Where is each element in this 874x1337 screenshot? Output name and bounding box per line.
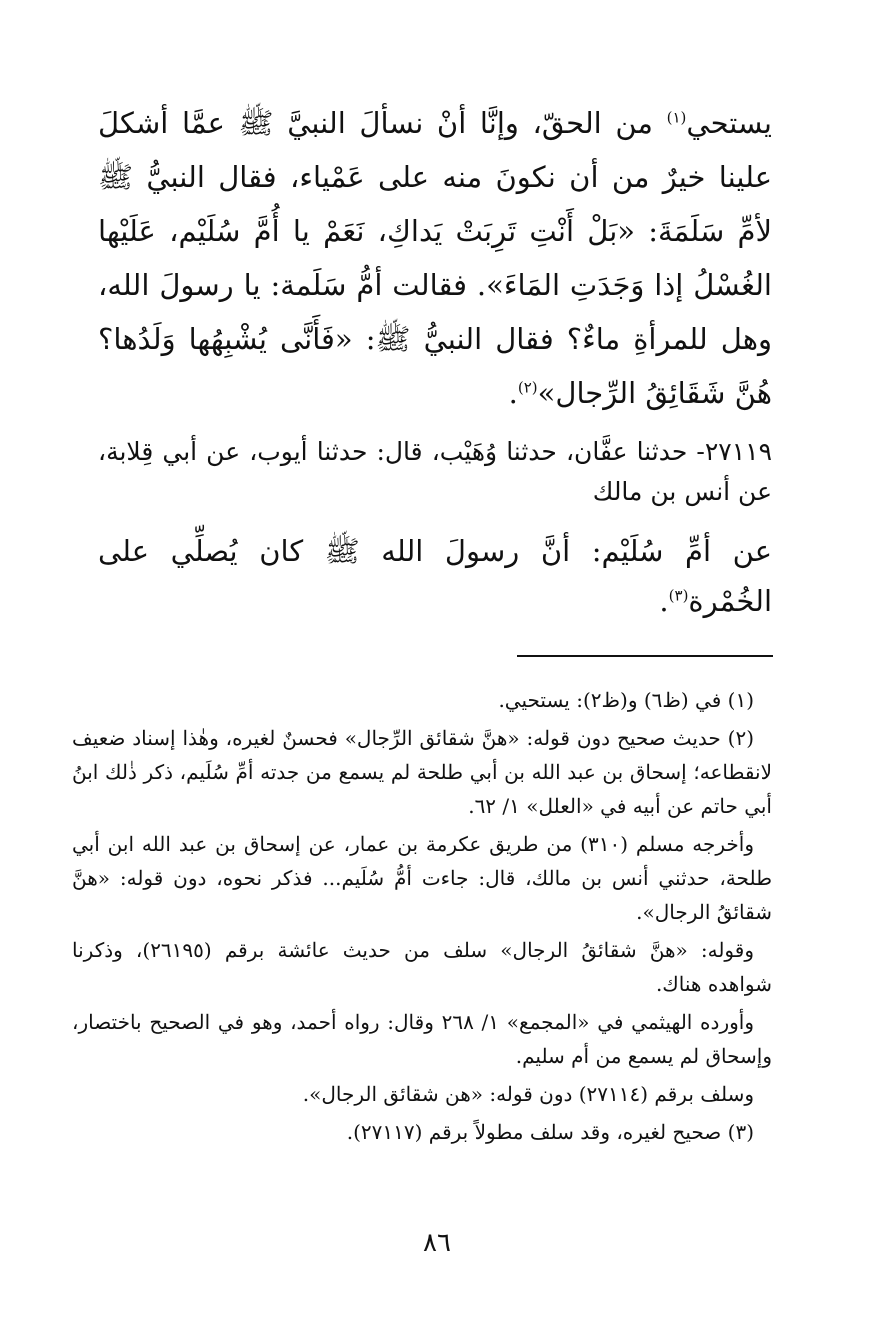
footnote-2-para: وأخرجه مسلم (٣١٠) من طريق عكرمة بن عمار، عن إسحاق بن عبد الله ابن أبي طلحة، حدثني أنس بن مالك، قال: جاءت أمُّ سُلَيم... فذكر نحوه، دون قوله: «هنَّ شقائقُ الرجال». xyxy=(72,832,772,924)
footnote-ref-3[interactable]: (٣) xyxy=(668,586,689,605)
footnote-ref-2[interactable]: (٢) xyxy=(517,378,538,397)
main-text xyxy=(98,96,772,626)
footnote-2-para: وأورده الهيثمي في «المجمع» ١/ ٢٦٨ وقال: رواه أحمد، وهو في الصحيح باختصار، وإسحاق لم يسمع من أم سليم. xyxy=(72,1010,772,1068)
footnote-2-para: وسلف برقم (٢٧١١٤) دون قوله: «هن شقائق الرجال». xyxy=(302,1082,754,1106)
footnote-1: (١) في (ظ٦) و(ظ٢): يستحيي. xyxy=(498,688,754,712)
text-span: . xyxy=(659,584,669,618)
footnote-2-para: وقوله: «هنَّ شقائقُ الرجال» سلف من حديث عائشة برقم (٢٦١٩٥)، وذكرنا شواهده هناك. xyxy=(72,938,772,996)
footnote-ref-1[interactable]: (١) xyxy=(666,108,687,127)
footnote-3: (٣) صحيح لغيره، وقد سلف مطولاً برقم (٢٧١١٧). xyxy=(346,1120,754,1144)
page-number: ٨٦ xyxy=(423,1228,451,1258)
footnote-2: (٢) حديث صحيح دون قوله: «هنَّ شقائق الرِّجال» فحسنٌ لغيره، وهٰذا إسناد ضعيف لانقطاعه؛ إسحاق بن عبد الله بن أبي طلحة لم يسمع من جدته أمِّ سُلَيم، ذكر ذٰلك ابنُ أبي حاتم عن أبيه في «العلل» ١/ ٦٢. xyxy=(72,726,772,818)
text-span: من الحقّ، وإنَّا أنْ نسألَ النبيَّ ﷺ عمَّا أشكلَ علينا خيرٌ من أن نكونَ منه على عَمْياء، فقال النبيُّ ﷺ لأمِّ سَلَمَةَ: «بَلْ أَنْتِ تَرِبَتْ يَداكِ، نَعَمْ يا أُمَّ سُلَيْم، عَلَيْها الغُسْلُ إذا وَجَدَتِ المَاءَ». فقالت أمُّ سَلَمة: يا رسولَ الله، وهل للمرأةِ ماءٌ؟ فقال النبيُّ ﷺ: «فَأَنَّى يُشْبِهُها وَلَدُها؟ هُنَّ شَقَائِقُ الرِّجال» xyxy=(98,106,772,410)
text-span: . xyxy=(508,376,518,410)
footnotes xyxy=(72,683,772,1153)
text-span: عن أمِّ سُلَيْم: أنَّ رسولَ الله ﷺ كان يُصلِّي على الخُمْرة xyxy=(98,534,772,618)
hadith-text-continuation xyxy=(98,96,772,420)
footnote-separator xyxy=(517,655,773,657)
hadith-matn xyxy=(98,526,772,626)
hadith-isnad: ٢٧١١٩- حدثنا عفَّان، حدثنا وُهَيْب، قال: حدثنا أيوب، عن أبي قِلابة، عن أنس بن مالك xyxy=(98,437,772,506)
text-span: يستحي xyxy=(686,106,772,140)
